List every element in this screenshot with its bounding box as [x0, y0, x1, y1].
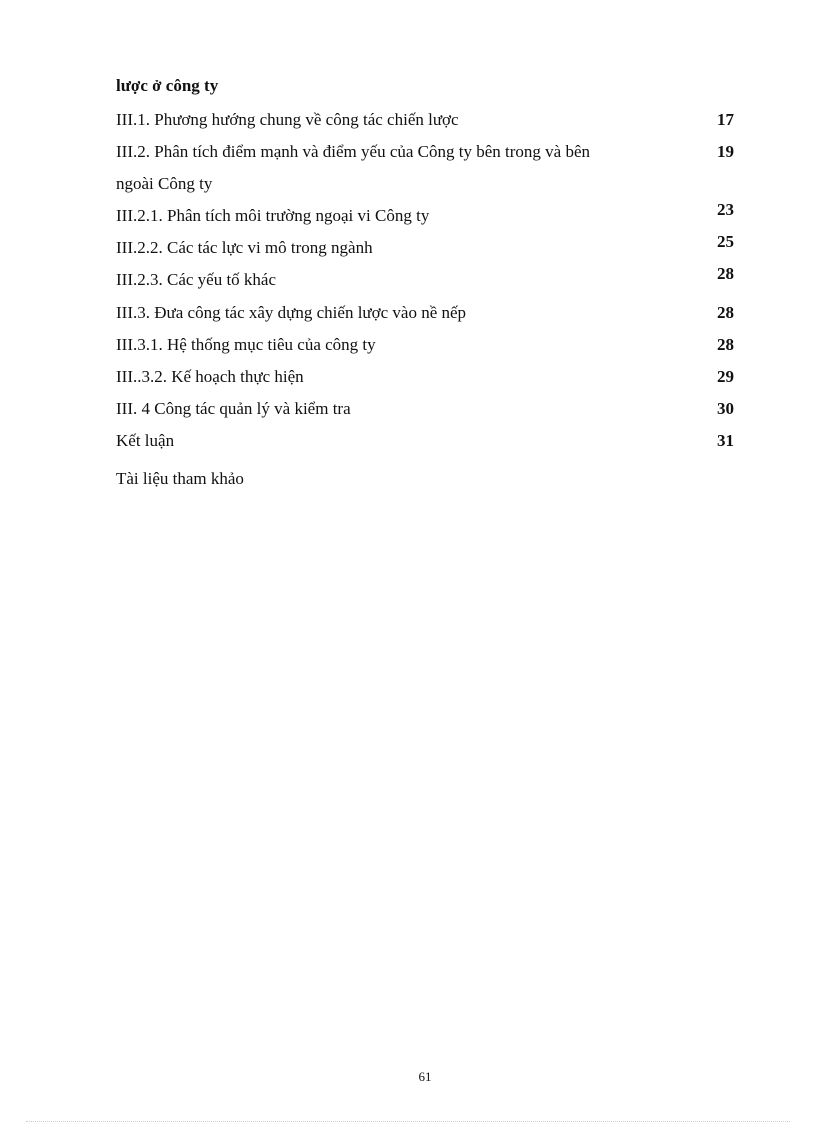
page-number: 61	[418, 1069, 432, 1084]
toc-entry-text: III.2.3. Các yếu tố khác	[116, 270, 277, 289]
toc-entry-page: 28	[717, 303, 734, 322]
toc-entry-text: III.3. Đưa công tác xây dựng chiến lược vào nề nếp	[116, 303, 467, 322]
toc-entry-page: 30	[717, 399, 734, 418]
toc-continued-heading: lược ở công ty	[116, 76, 219, 95]
toc-entry-page: 28	[717, 335, 734, 354]
toc-entry-text: Tài liệu tham khảo	[116, 469, 244, 488]
toc-entry-page: 31	[717, 431, 734, 450]
footer-divider	[26, 1121, 790, 1122]
toc-entry-page: 29	[717, 367, 734, 386]
toc-entry-text: III. 4 Công tác quản lý và kiểm tra	[116, 399, 351, 418]
toc-entry-text-continued: ngoài Công ty	[116, 174, 213, 193]
toc-entry-page: 25	[717, 232, 734, 251]
toc-entry-text: III.2.1. Phân tích môi trường ngoại vi Công ty	[116, 206, 430, 225]
toc-entry-text: III.2. Phân tích điểm mạnh và điểm yếu của Công ty bên trong và bên	[116, 142, 590, 161]
toc-entry-text: III.1. Phương hướng chung về công tác chiến lược	[116, 110, 459, 129]
toc-entry-text: Kết luận	[116, 431, 175, 450]
toc-entry-page: 19	[717, 142, 734, 161]
toc-entry-text: III.2.2. Các tác lực vi mô trong ngành	[116, 238, 373, 257]
toc-entry-text: III..3.2. Kế hoạch thực hiện	[116, 367, 304, 386]
toc-entry-text: III.3.1. Hệ thống mục tiêu của công ty	[116, 335, 376, 354]
toc-entry-page: 23	[717, 200, 734, 219]
toc-entry-page: 17	[717, 110, 734, 129]
toc-entry-page: 28	[717, 264, 734, 283]
